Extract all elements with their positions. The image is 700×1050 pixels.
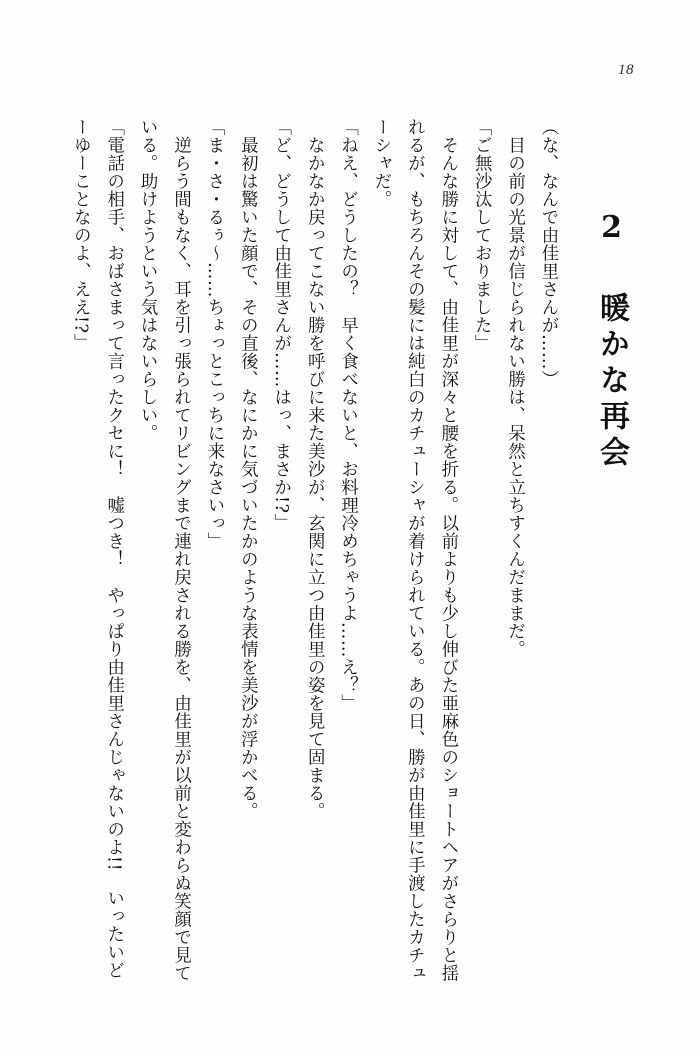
paragraph: 「ご無沙汰しておりました」 xyxy=(471,118,492,352)
chapter-title: 2 暖かな再会 xyxy=(594,210,629,472)
paragraph: 逆らう間もなく、耳を引っ張られてリビングまで連れ戻される勝を、由佳里が以前と変わらぬ笑顔で見ている。助けようという気はないらしい。 xyxy=(137,118,191,982)
paragraph: そんな勝に対して、由佳里が深々と腰を折る。以前よりも少し伸びた亜麻色のショートヘアがさらりと揺れるが、もちろんその髪には純白のカチューシャが着けられている。あの日、勝が由佳里に手渡したカチューシャだ。 xyxy=(370,118,458,982)
paragraph: 「電話の相手、おばさまって言ったクセに！ 嘘つき！ やっぱり由佳里さんじゃないのよ!! いったいどーゆーことなのよ、ええ!?」 xyxy=(70,118,124,980)
paragraph: 「ど、どうして由佳里さんが……はっ、まさか!?」 xyxy=(270,118,291,532)
paragraph: 最初は驚いた顔で、その直後、なにかに気づいたかのような表情を美沙が浮かべる。 xyxy=(237,118,258,820)
paragraph: 目の前の光景が信じられない勝は、呆然と立ちすくんだままだ。 xyxy=(504,118,525,658)
paragraph: なかなか戻ってこない勝を呼びに来た美沙が、玄関に立つ由佳里の姿を見て固まる。 xyxy=(304,118,325,820)
paragraph: （な、なんで由佳里さんが……） xyxy=(538,118,558,388)
body-text-block xyxy=(62,118,564,988)
paragraph: 「ねえ、どうしたの？ 早く食べないと、お料理冷めちゃうよ……え？」 xyxy=(337,118,358,712)
page-number: 18 xyxy=(618,62,634,78)
paragraph: 「ま・さ・るぅ～……ちょっとこっちに来なさいっ」 xyxy=(203,118,224,550)
